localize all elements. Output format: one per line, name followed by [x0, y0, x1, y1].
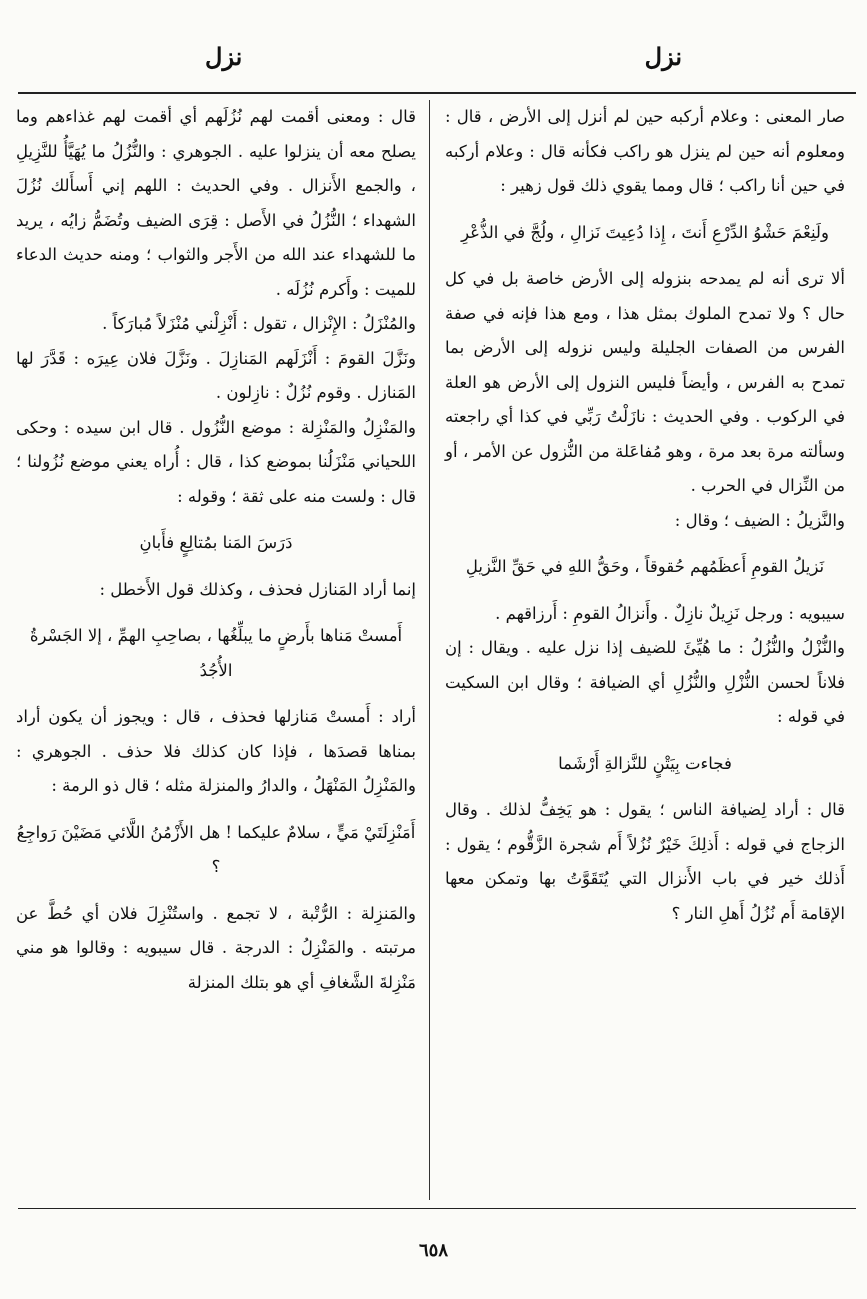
right-column [445, 100, 845, 931]
column-divider [429, 100, 430, 1200]
paragraph: والنُّزْلُ والنُّزُلُ : ما هُيِّئَ للضيف إذا نزل عليه . ويقال : إن فلاناً لحسن النُّزْلِ والنُّزُلِ أي الضيافة ؛ وقال ابن السكيت في قوله : [445, 638, 845, 726]
paragraph: إنما أراد المَنازل فحذف ، وكذلك قول الأَخطل : [99, 579, 416, 599]
paragraph: ألا ترى أنه لم يمدحه بنزوله إلى الأرض خاصة بل في كل حال ؟ ولا تمدح الملوك بمثل هذا ، ومع هذا فإنه في صفة الفرس من الصفات الجليلة وليس نزوله إلى الأرض بما تمدح به الفرس ، وأيضاً فليس النزول إلى الأرض هو العلة في الركوب . وفي الحديث : نازَلْتُ رَبِّي في كذا أي راجعته وسألته مرة بعد مرة ، وهو مُفاعَلة من النُّزول عن الأمر ، أو من النِّزال في الحرب . [445, 269, 845, 495]
verse: ولَنِعْمَ حَشْوُ الدِّرْعِ أَنتَ ، إِذا دُعِيتَ نَزالِ ، ولُجَّ في الذُّعْرِ [461, 222, 829, 242]
paragraph: والمَنْزِلُ والمَنْزِلة : موضع النُّزُول . قال ابن سيده : وحكى اللحياني مَنْزَلُنا بموضع كذا ، قال : أُراه يعني موضع نُزُولنا ؛ قال : ولست منه على ثقة ؛ وقوله : [16, 417, 416, 506]
page-header [0, 42, 867, 82]
verse: أَمستْ مَناها بأَرضٍ ما يبلِّغُها ، بصاحِبِ الهمِّ ، إلا الجَسْرةُ الأُجُدُ [29, 626, 403, 680]
paragraph: سيبويه : ورجل نَزِيلٌ نازِلٌ . وأَنزالُ القومِ : أَرزاقهم . [495, 603, 845, 623]
paragraph: صار المعنى : وعلام أركبه حين لم أنزل إلى الأرض ، قال : ومعلوم أنه حين لم ينزل هو راكب فكأنه قال : وعلام أركبه في حين أنا راكب ؛ قال ومما يقوي ذلك قول زهير : [445, 107, 845, 195]
paragraph: ونَزَّلَ القومَ : أَنْزَلَهم المَنازِلَ . ونَزَّلَ فلان عِيرَه : قَدَّرَ لها المَنازل . وقوم نُزُلٌ : نازِلون . [16, 348, 416, 402]
paragraph: أراد : أَمستْ مَنازلها فحذف ، قال : ويجوز أن يكون أراد بمناها قصدَها ، فإذا كان كذلك فلا حذف . الجوهري : والمَنْزِلُ المَنْهَلُ ، والدارُ والمنزلة مثله ؛ قال ذو الرمة : [16, 707, 416, 795]
paragraph: والمُنْزَلُ : الإِنْزال ، تقول : أَنْزِلْني مُنْزَلاً مُبارَكاً . [102, 314, 416, 333]
paragraph: والنَّزيلُ : الضيف ؛ وقال : [674, 510, 845, 530]
verse: أَمَنْزِلَتَيْ مَيٍّ ، سلامٌ عليكما ! هل الأَزْمُنُ اللَّائي مَضَيْنَ رَواجِعُ ؟ [16, 822, 416, 876]
paragraph: قال : ومعنى أقمت لهم نُزُلَهم أي أقمت لهم غذاءهم وما يصلح معه أن ينزلوا عليه . الجوهري : والنُّزُلُ ما يُهَيَّأُ للنَّزِيلِ ، والجمع الأَنزال . وفي الحديث : اللهم إني أَسأَلك نُزُلَ الشهداء ؛ النُّزُلُ في الأَصل : قِرَى الضيف وتُضَمُّ زايُه ، يريد ما للشهداء عند الله من الأَجر والثواب ؛ ومنه حديث الدعاء للميت : وأَكرم نُزُلَه . [16, 107, 416, 299]
footer-rule [18, 1208, 856, 1209]
page-number: ٦٥٨ [418, 1240, 448, 1261]
paragraph: والمَنزِلة : الرُّتْبة ، لا تجمع . واستُنْزِلَ فلان أي حُطَّ عن مرتبته . والمَنْزِلُ : الدرجة . قال سيبويه : وقالوا هو مني مَنْزِلةَ الشَّغافِ أي هو بتلك المنزلة [16, 903, 416, 992]
verse: دَرَسَ المَنا بمُتالِعٍ فأَبانِ [139, 533, 293, 552]
verse: فجاءت بِيَتْنٍ للنَّزالةِ أَرْشَما [558, 753, 732, 773]
header-headword-left: نزل [205, 42, 243, 71]
paragraph: قال : أراد لِضيافة الناس ؛ يقول : هو يَخِفُّ لذلك . وقال الزجاج في قوله : أَذلِكَ خَيْرٌ نُزُلاً أَم شجرة الزَّقُّوم ؛ يقول : أَذلك خير في باب الأَنزال التي يُتَقَوَّتُ بها وتمكن معها الإقامة أَم نُزُلُ أَهلِ النار ؟ [445, 800, 845, 923]
header-headword-right: نزل [644, 42, 682, 71]
left-column [16, 100, 416, 1000]
header-rule [18, 92, 856, 94]
verse: نَزيلُ القومِ أَعظَمُهم حُقوقاً ، وحَقُّ اللهِ في حَقِّ النَّزيلِ [465, 557, 825, 576]
